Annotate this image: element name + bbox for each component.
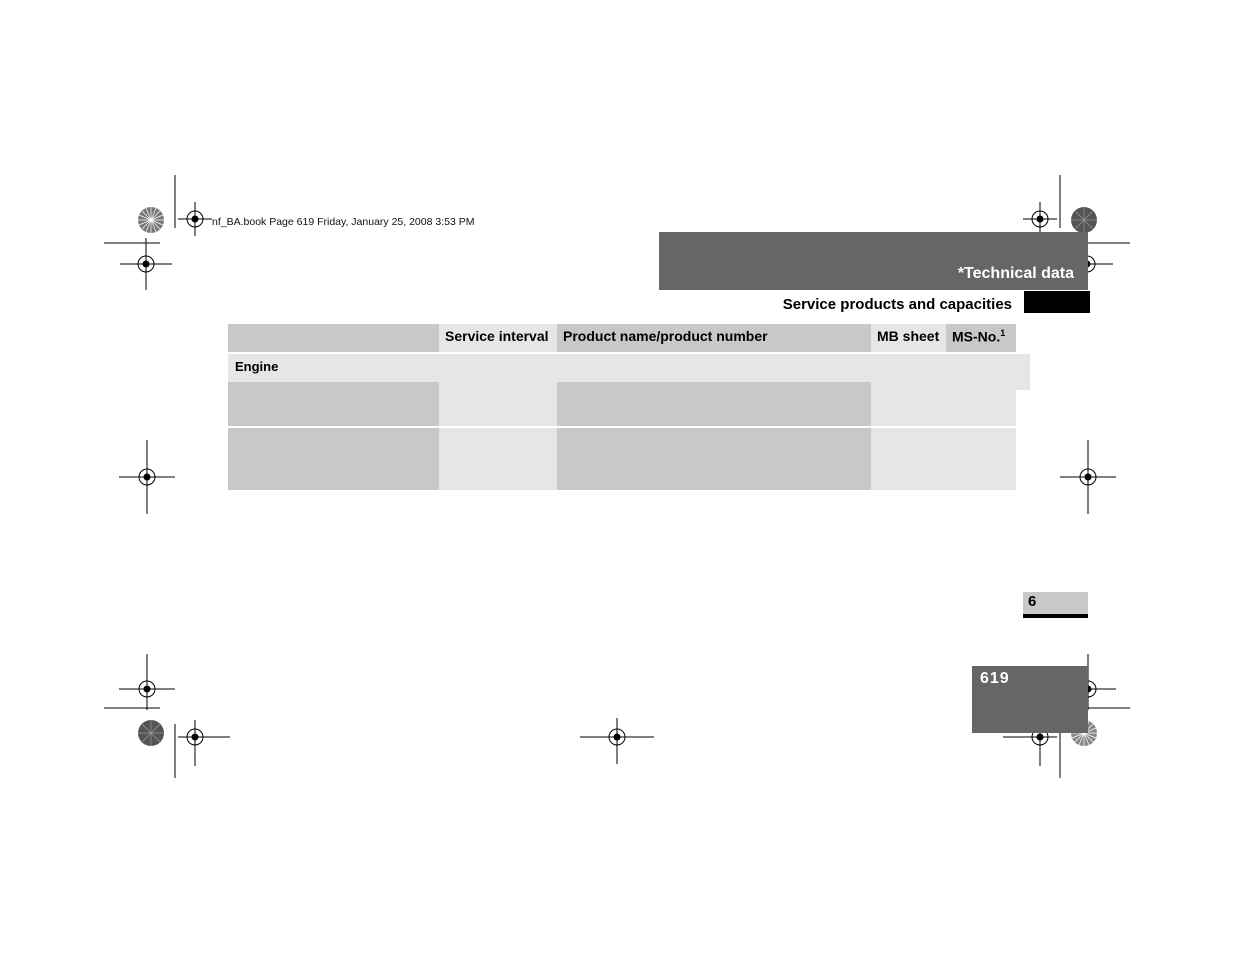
starburst-target-icon: [137, 719, 165, 747]
registration-mark-icon: [119, 440, 175, 514]
page-title: *Technical data: [957, 265, 1074, 282]
page-number-box: [972, 666, 1088, 733]
chapter-tab-underline: [1023, 614, 1088, 618]
section-title: Service products and capacities: [782, 296, 1012, 313]
chapter-number: 6: [1028, 593, 1037, 610]
table-row: [228, 382, 1016, 426]
section-tab-marker: [1024, 291, 1090, 313]
table-header-row: [228, 324, 1016, 352]
table-cell: [557, 382, 871, 426]
header-cell-product-name: Product name/product number: [557, 324, 871, 352]
registration-mark-icon: [178, 720, 230, 766]
registration-mark-icon: [119, 654, 175, 710]
table-cell: [439, 382, 557, 426]
header-cell-service-interval: Service interval: [439, 324, 557, 352]
table-cell: [228, 382, 439, 426]
registration-mark-icon: [1023, 202, 1057, 236]
table-row: [228, 428, 1016, 490]
header-cell-blank: [228, 324, 439, 352]
page-number: 619: [980, 670, 1010, 687]
registration-mark-icon: [120, 238, 172, 290]
ms-no-label: MS-No.: [952, 328, 1001, 345]
table-cell: [871, 382, 1016, 426]
table-cell: [439, 428, 557, 490]
table-cell: [228, 428, 439, 490]
table-cell: [871, 428, 1016, 490]
registration-mark-icon: [580, 718, 654, 764]
section-row-engine: Engine: [228, 354, 1030, 390]
header-cell-mb-sheet: MB sheet: [871, 324, 946, 352]
registration-mark-icon: [1060, 440, 1116, 514]
footnote-marker: 1: [1000, 328, 1006, 338]
registration-mark-icon: [178, 202, 212, 236]
header-cell-ms-no: [946, 324, 1016, 352]
table-cell: [557, 428, 871, 490]
header-band: [659, 232, 1088, 290]
chapter-tab: [1023, 592, 1088, 614]
file-info: nf_BA.book Page 619 Friday, January 25, 2008 3:53 PM: [212, 216, 475, 228]
starburst-target-icon: [137, 206, 165, 234]
starburst-target-icon: [1070, 206, 1098, 234]
